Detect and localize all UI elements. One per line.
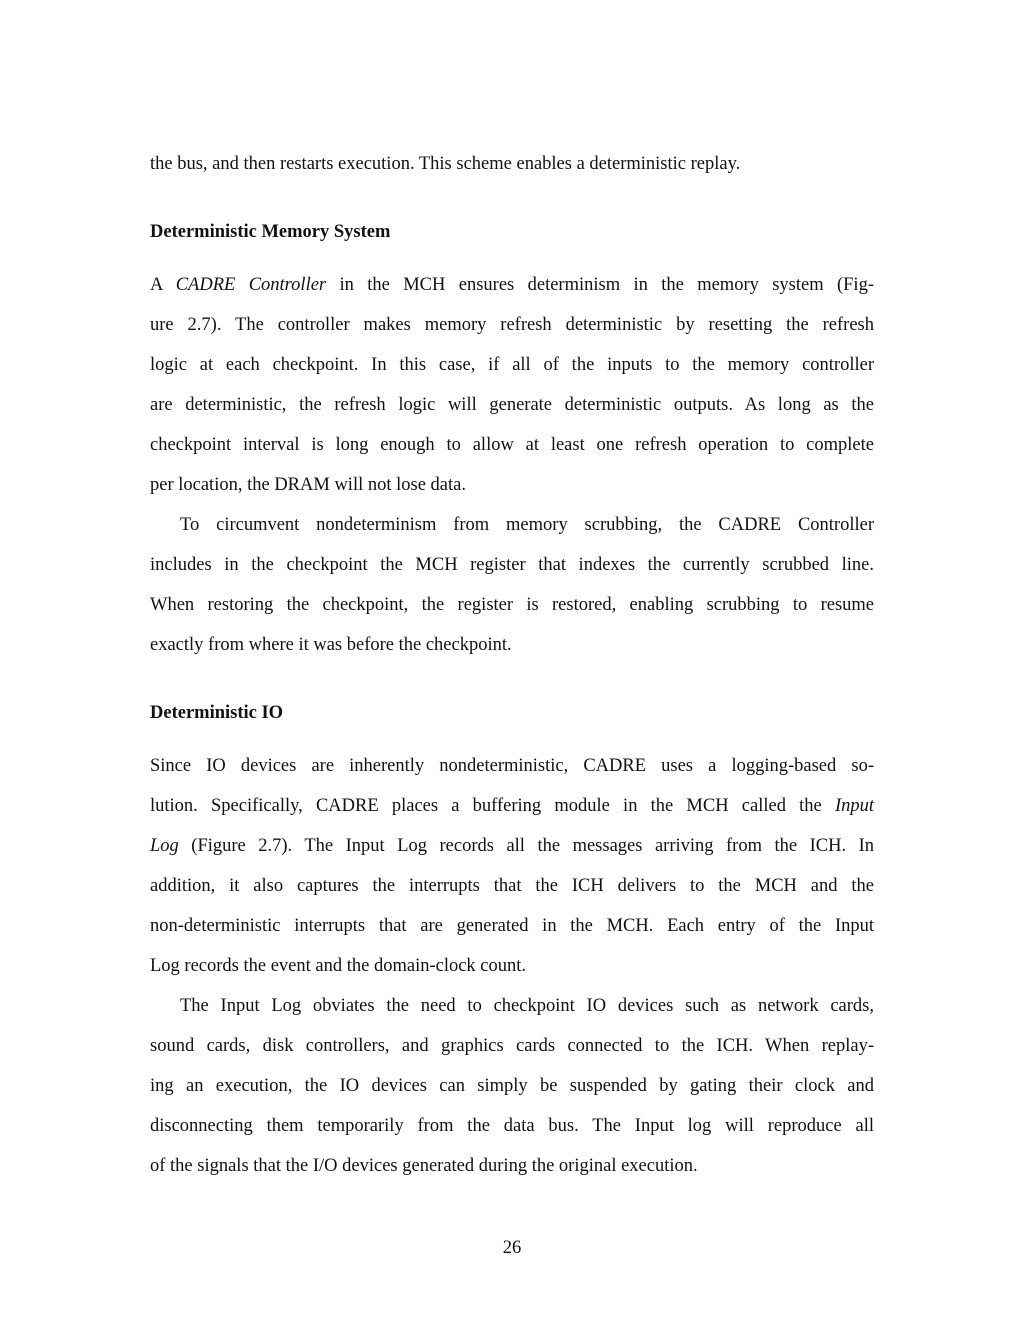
memory-p2-line-2: includes in the checkpoint the MCH register that indexes the currently scrubbed line. <box>150 555 874 575</box>
io-p2-line-2: sound cards, disk controllers, and graphics cards connected to the ICH. When replay- <box>150 1036 874 1056</box>
memory-p2-line-1: To circumvent nondeterminism from memory scrubbing, the CADRE Controller <box>180 515 874 535</box>
memory-p1-line-3: logic at each checkpoint. In this case, if all of the inputs to the memory controller <box>150 355 874 375</box>
io-p1-line-2-prefix: lution. Specifically, CADRE places a buffering module in the MCH called the <box>150 796 835 816</box>
input-term: Input <box>834 796 874 816</box>
io-p2-line-3: ing an execution, the IO devices can simply be suspended by gating their clock and <box>150 1076 874 1096</box>
io-p1-line-3-suffix: (Figure 2.7). The Input Log records all the messages arriving from the ICH. In <box>178 836 874 856</box>
page-number: 26 <box>502 1238 522 1258</box>
memory-p1-line-1-prefix: A <box>150 275 176 295</box>
heading-io: Deterministic IO <box>150 703 284 723</box>
log-term: Log <box>150 836 179 856</box>
io-p1-line-1: Since IO devices are inherently nondeterministic, CADRE uses a logging-based so- <box>150 756 874 776</box>
io-p2-line-4: disconnecting them temporarily from the data bus. The Input log will reproduce all <box>150 1116 874 1136</box>
heading-memory-system: Deterministic Memory System <box>150 222 391 242</box>
io-p1-line-5: non-deterministic interrupts that are generated in the MCH. Each entry of the Input <box>150 916 874 936</box>
io-p1-line-4: addition, it also captures the interrupts that the ICH delivers to the MCH and the <box>150 876 874 896</box>
io-p1-line-2 <box>150 794 874 818</box>
io-p1-line-3 <box>150 834 874 858</box>
io-p1-line-6: Log records the event and the domain-clock count. <box>150 956 527 976</box>
memory-p1-line-6: per location, the DRAM will not lose data. <box>150 475 466 495</box>
io-p2-line-1: The Input Log obviates the need to checkpoint IO devices such as network cards, <box>180 996 874 1016</box>
memory-p2-line-3: When restoring the checkpoint, the register is restored, enabling scrubbing to resume <box>150 595 874 615</box>
cadre-controller-term: CADRE Controller <box>175 275 327 295</box>
memory-p1-line-4: are deterministic, the refresh logic will generate deterministic outputs. As long as the <box>150 395 874 415</box>
memory-p1-line-5: checkpoint interval is long enough to allow at least one refresh operation to complete <box>150 435 874 455</box>
memory-p2-line-4: exactly from where it was before the checkpoint. <box>150 635 512 655</box>
io-p2-line-5: of the signals that the I/O devices generated during the original execution. <box>150 1156 698 1176</box>
intro-line: the bus, and then restarts execution. This scheme enables a deterministic replay. <box>150 154 741 174</box>
memory-p1-line-1 <box>150 273 874 297</box>
memory-p1-line-1-suffix: in the MCH ensures determinism in the memory system (Fig- <box>326 275 874 295</box>
memory-p1-line-2: ure 2.7). The controller makes memory refresh deterministic by resetting the refresh <box>150 315 874 335</box>
